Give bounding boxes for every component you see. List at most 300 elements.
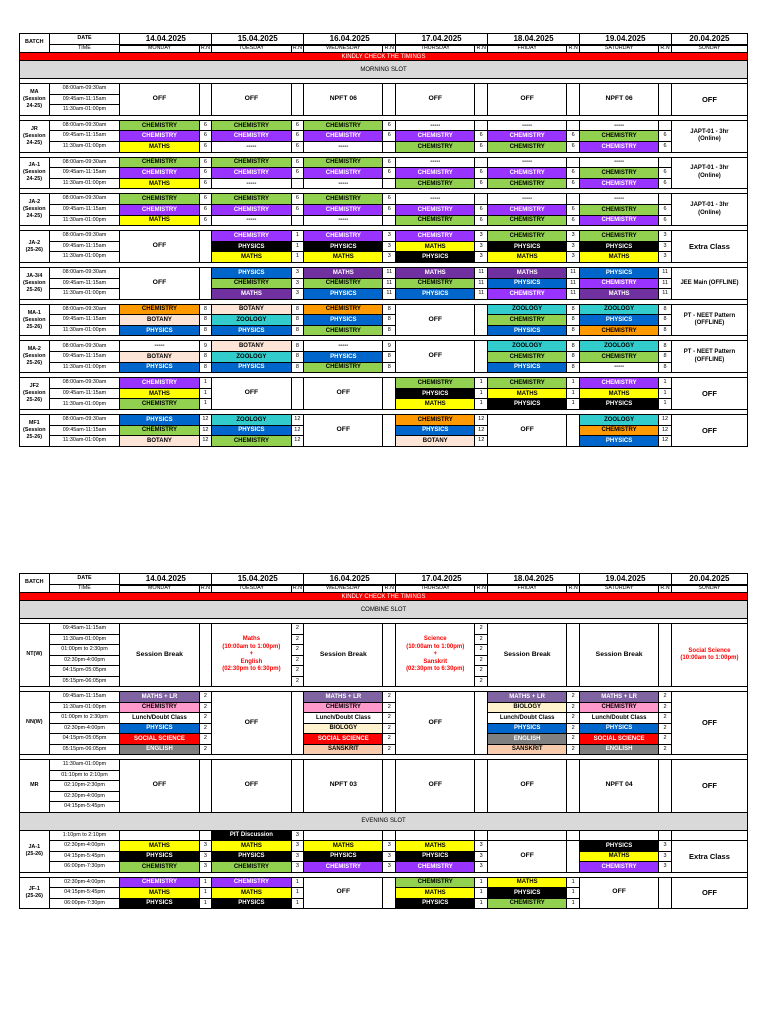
room-number: 1	[291, 252, 304, 263]
subject-cell: PHYSICS	[396, 425, 475, 436]
room-number: 2	[291, 676, 304, 687]
room-number	[567, 624, 580, 687]
room-number: 12	[199, 415, 212, 426]
day-header: SUNDAY	[671, 45, 747, 53]
subject-cell: PHYSICS	[488, 241, 567, 252]
subject-cell: CHEMISTRY	[579, 141, 658, 152]
room-number: 1	[475, 877, 488, 888]
room-number: 2	[659, 734, 672, 745]
subject-cell: CHEMISTRY	[488, 898, 567, 909]
room-number: 2	[567, 734, 580, 745]
day-span-cell: OFF	[488, 841, 567, 873]
batch-name: JF2 (Session 25-26)	[20, 378, 50, 410]
batch-name: MA (Session 24-25)	[20, 84, 50, 116]
room-number	[567, 194, 580, 205]
room-number: 11	[659, 289, 672, 300]
time-slot: 02:30pm-4:00pm	[49, 655, 120, 666]
room-number: 3	[567, 231, 580, 242]
subject-cell: CHEMISTRY	[488, 204, 567, 215]
room-number: 6	[475, 178, 488, 189]
subject-cell: -----	[212, 178, 291, 189]
room-number: 2	[199, 702, 212, 713]
subject-cell: -----	[488, 157, 567, 168]
room-number: 12	[291, 415, 304, 426]
subject-cell: PHYSICS	[120, 325, 199, 336]
room-number: 8	[291, 341, 304, 352]
room-number: 8	[199, 362, 212, 373]
room-number: 2	[475, 634, 488, 645]
subject-cell: CHEMISTRY	[304, 304, 383, 315]
subject-cell: PHYSICS	[488, 399, 567, 410]
subject-cell: PHYSICS	[488, 278, 567, 289]
room-number: 2	[199, 713, 212, 724]
room-number	[659, 84, 672, 116]
room-header: R.N	[200, 585, 211, 592]
subject-cell: MATHS	[120, 215, 199, 226]
room-header: R.N	[476, 45, 486, 52]
subject-cell: CHEMISTRY	[579, 178, 658, 189]
subject-cell: ZOOLOGY	[212, 315, 291, 326]
sunday-cell: JAPT-01 - 3hr (Online)	[671, 194, 747, 226]
subject-cell: PHYSICS	[304, 289, 383, 300]
room-number: 3	[291, 278, 304, 289]
subject-cell: Lunch/Doubt Class	[579, 713, 658, 724]
subject-cell: MATHS	[396, 399, 475, 410]
room-number	[199, 624, 212, 687]
subject-cell: CHEMISTRY	[396, 877, 475, 888]
subject-cell: SOCIAL SCIENCE	[579, 734, 658, 745]
day-span-cell: OFF	[488, 84, 567, 116]
room-number: 6	[383, 204, 396, 215]
room-number: 3	[199, 841, 212, 852]
time-slot: 09:45am-11:15am	[49, 425, 120, 436]
subject-cell: MATHS	[488, 252, 567, 263]
subject-cell: PHYSICS	[579, 315, 658, 326]
subject-cell: SANSKRIT	[488, 744, 567, 755]
room-number: 12	[475, 436, 488, 447]
room-number: 3	[291, 841, 304, 852]
subject-cell: PHYSICS	[212, 267, 291, 278]
subject-cell: PHYSICS	[304, 315, 383, 326]
room-number: 2	[291, 634, 304, 645]
subject-cell: MATHS + LR	[304, 692, 383, 703]
room-number: 6	[291, 168, 304, 179]
room-number: 8	[383, 315, 396, 326]
subject-cell: PHYSICS	[120, 851, 199, 862]
room-number	[291, 692, 304, 755]
room-number	[383, 760, 396, 813]
room-number	[567, 841, 580, 873]
room-number: 1	[199, 399, 212, 410]
room-number: 8	[659, 352, 672, 363]
day-span-cell: OFF	[120, 231, 199, 263]
subject-cell: PHYSICS	[120, 898, 199, 909]
subject-cell: PHYSICS	[212, 325, 291, 336]
subject-cell: MATHS + LR	[120, 692, 199, 703]
room-number: 6	[475, 131, 488, 142]
subject-cell: MATHS	[304, 252, 383, 263]
subject-cell: PHYSICS	[212, 851, 291, 862]
subject-cell: CHEMISTRY	[488, 352, 567, 363]
room-number: 12	[475, 425, 488, 436]
subject-cell: CHEMISTRY	[579, 378, 658, 389]
day-span-cell: Maths (10:00am to 1:00pm) + English (02:30pm to 6:30pm)	[212, 624, 291, 687]
room-number: 8	[659, 304, 672, 315]
room-number	[475, 830, 488, 841]
room-number	[199, 84, 212, 116]
morning-timetable	[19, 33, 748, 447]
room-number: 2	[383, 734, 396, 745]
room-number: 6	[659, 204, 672, 215]
subject-cell: ENGLISH	[120, 744, 199, 755]
subject-cell: -----	[212, 215, 291, 226]
subject-cell: PHYSICS	[396, 898, 475, 909]
room-number: 3	[475, 841, 488, 852]
room-number: 6	[199, 157, 212, 168]
subject-cell: MATHS	[579, 252, 658, 263]
subject-cell: CHEMISTRY	[120, 168, 199, 179]
subject-cell: -----	[488, 120, 567, 131]
sunday-cell: Extra Class	[671, 841, 747, 873]
subject-cell: MATHS	[579, 388, 658, 399]
room-number: 6	[659, 131, 672, 142]
subject-cell: MATHS + LR	[579, 692, 658, 703]
room-number: 8	[291, 315, 304, 326]
room-number: 1	[475, 378, 488, 389]
room-number: 11	[659, 267, 672, 278]
batch-name: JR (Session 24-25)	[20, 120, 50, 152]
subject-cell: ZOOLOGY	[212, 352, 291, 363]
subject-cell: -----	[579, 362, 658, 373]
subject-cell: ZOOLOGY	[579, 304, 658, 315]
subject-cell: CHEMISTRY	[579, 168, 658, 179]
subject-cell: PHYSICS	[212, 362, 291, 373]
batch-name: JA-2 (Session 24-25)	[20, 194, 50, 226]
subject-cell: CHEMISTRY	[488, 215, 567, 226]
time-slot: 1:10pm to 2:10pm	[49, 830, 120, 841]
time-slot: 08:00am-09:30am	[49, 194, 120, 205]
room-number: 2	[383, 702, 396, 713]
subject-cell: CHEMISTRY	[304, 120, 383, 131]
room-number: 8	[567, 315, 580, 326]
day-header: TUESDAY	[212, 585, 291, 593]
subject-cell: CHEMISTRY	[212, 877, 291, 888]
room-number: 12	[659, 436, 672, 447]
room-number	[659, 157, 672, 168]
subject-cell: MATHS	[120, 841, 199, 852]
subject-cell: CHEMISTRY	[396, 231, 475, 242]
time-slot: 09:45am-11:15am	[49, 315, 120, 326]
time-slot: 08:00am-09:30am	[49, 304, 120, 315]
time-slot: 08:00am-09:30am	[49, 267, 120, 278]
day-header: MONDAY	[120, 585, 199, 593]
time-slot: 04:15pm-5:45pm	[49, 851, 120, 862]
subject-cell: -----	[396, 120, 475, 131]
room-number: 1	[567, 877, 580, 888]
room-number	[659, 877, 672, 909]
room-number: 8	[199, 325, 212, 336]
subject-cell: CHEMISTRY	[579, 278, 658, 289]
room-number: 9	[199, 341, 212, 352]
subject-cell: MATHS	[212, 289, 291, 300]
room-number: 3	[291, 851, 304, 862]
room-number	[383, 877, 396, 909]
room-number: 6	[199, 215, 212, 226]
room-number	[383, 830, 396, 841]
subject-cell: CHEMISTRY	[120, 862, 199, 873]
room-header: R.N	[568, 45, 578, 52]
date-header: 15.04.2025	[212, 574, 304, 585]
subject-cell: MATHS	[120, 178, 199, 189]
subject-cell: MATHS	[120, 888, 199, 899]
subject-cell: CHEMISTRY	[304, 325, 383, 336]
room-number: 3	[659, 862, 672, 873]
batch-name: NT(W)	[20, 624, 50, 687]
subject-cell: -----	[304, 178, 383, 189]
time-slot: 01:10pm to 2:10pm	[49, 770, 120, 781]
room-number	[383, 141, 396, 152]
subject-cell: MATHS	[396, 241, 475, 252]
room-number: 2	[199, 744, 212, 755]
room-number: 8	[659, 315, 672, 326]
room-number: 1	[291, 231, 304, 242]
subject-cell: MATHS	[304, 267, 383, 278]
room-number: 11	[567, 278, 580, 289]
room-number: 6	[291, 204, 304, 215]
time-slot: 04:15pm-5:45pm	[49, 888, 120, 899]
room-number: 8	[199, 315, 212, 326]
room-number	[475, 341, 488, 373]
subject-cell: CHEMISTRY	[579, 702, 658, 713]
time-slot: 11:30am-01:00pm	[49, 702, 120, 713]
room-number: 3	[659, 252, 672, 263]
room-number: 12	[659, 415, 672, 426]
time-slot: 06:00pm-7:30pm	[49, 862, 120, 873]
date-header: 16.04.2025	[304, 34, 396, 45]
room-number	[475, 304, 488, 336]
subject-cell: CHEMISTRY	[488, 168, 567, 179]
room-number: 1	[475, 388, 488, 399]
room-number: 8	[659, 362, 672, 373]
subject-cell: CHEMISTRY	[120, 425, 199, 436]
subject-cell: CHEMISTRY	[579, 215, 658, 226]
room-number: 1	[475, 888, 488, 899]
day-span-cell: OFF	[396, 304, 475, 336]
time-slot: 11:30am-01:00pm	[49, 634, 120, 645]
room-number: 1	[567, 898, 580, 909]
date-header: 17.04.2025	[396, 574, 488, 585]
subject-cell: MATHS	[120, 141, 199, 152]
day-span-cell: OFF	[488, 760, 567, 813]
subject-cell: CHEMISTRY	[212, 131, 291, 142]
subject-cell: MATHS	[120, 388, 199, 399]
room-number	[383, 415, 396, 447]
room-number: 2	[567, 692, 580, 703]
room-number	[659, 120, 672, 131]
date-header: 15.04.2025	[212, 34, 304, 45]
subject-cell: BOTANY	[396, 436, 475, 447]
subject-cell: ZOOLOGY	[488, 304, 567, 315]
day-span-cell: OFF	[212, 760, 291, 813]
day-span-cell: Science (10:00am to 1:00pm) + Sanskrit (02:30pm to 6:30pm)	[396, 624, 475, 687]
day-header: WEDNESDAY	[304, 45, 383, 53]
room-number: 11	[383, 267, 396, 278]
room-number: 2	[199, 734, 212, 745]
room-number: 6	[383, 120, 396, 131]
room-number	[475, 120, 488, 131]
room-number: 6	[567, 168, 580, 179]
room-number: 2	[567, 713, 580, 724]
sunday-cell: JEE Main (OFFLINE)	[671, 267, 747, 299]
subject-cell: MATHS	[396, 267, 475, 278]
subject-cell	[396, 830, 475, 841]
day-header: THURSDAY	[396, 585, 475, 593]
day-header: SATURDAY	[579, 585, 658, 593]
time-slot: 11:30am-01:00pm	[49, 399, 120, 410]
subject-cell: CHEMISTRY	[212, 436, 291, 447]
room-number: 3	[475, 862, 488, 873]
time-slot: 09:45am-11:15am	[49, 94, 120, 105]
sunday-cell: Extra Class	[671, 231, 747, 263]
subject-cell: CHEMISTRY	[396, 378, 475, 389]
room-number: 1	[475, 898, 488, 909]
subject-cell: CHEMISTRY	[579, 425, 658, 436]
room-number: 11	[567, 267, 580, 278]
day-span-cell: NPFT 06	[304, 84, 383, 116]
subject-cell: CHEMISTRY	[304, 231, 383, 242]
subject-cell: CHEMISTRY	[579, 131, 658, 142]
subject-cell: PHYSICS	[579, 399, 658, 410]
room-number: 3	[567, 241, 580, 252]
subject-cell: CHEMISTRY	[579, 352, 658, 363]
room-number: 6	[659, 168, 672, 179]
subject-cell: PHYSICS	[304, 851, 383, 862]
day-span-cell: OFF	[304, 415, 383, 447]
subject-cell	[579, 830, 658, 841]
day-span-cell: NPFT 04	[579, 760, 658, 813]
time-slot: 09:45am-11:15am	[49, 168, 120, 179]
subject-cell: CHEMISTRY	[120, 204, 199, 215]
room-number: 3	[291, 862, 304, 873]
day-span-cell: Session Break	[488, 624, 567, 687]
subject-cell: MATHS	[212, 252, 291, 263]
subject-cell: MATHS	[212, 888, 291, 899]
time-slot: 08:00am-09:30am	[49, 231, 120, 242]
subject-cell: CHEMISTRY	[488, 178, 567, 189]
room-number: 6	[383, 168, 396, 179]
room-number: 8	[567, 341, 580, 352]
room-number: 3	[291, 267, 304, 278]
room-header: R.N	[476, 585, 486, 592]
subject-cell: CHEMISTRY	[212, 194, 291, 205]
subject-cell: ZOOLOGY	[488, 341, 567, 352]
empty-cell	[488, 830, 567, 841]
day-span-cell: Session Break	[579, 624, 658, 687]
subject-cell: PHYSICS	[304, 352, 383, 363]
room-number: 6	[383, 157, 396, 168]
subject-cell: MATHS	[488, 267, 567, 278]
room-number: 6	[199, 194, 212, 205]
batch-name: JF-1 (25-26)	[20, 877, 50, 909]
room-number: 2	[199, 692, 212, 703]
room-number	[291, 760, 304, 813]
day-header: MONDAY	[120, 45, 199, 53]
subject-cell: CHEMISTRY	[488, 378, 567, 389]
subject-cell: MATHS + LR	[488, 692, 567, 703]
room-number	[383, 215, 396, 226]
subject-cell: CHEMISTRY	[396, 168, 475, 179]
subject-cell: CHEMISTRY	[120, 194, 199, 205]
batch-name: NN(W)	[20, 692, 50, 755]
time-slot: 11:30am-01:00pm	[49, 141, 120, 152]
date-label: DATE	[49, 574, 120, 585]
subject-cell: PHYSICS	[488, 325, 567, 336]
subject-cell: PHYSICS	[488, 723, 567, 734]
room-number: 12	[199, 425, 212, 436]
slot-title: EVENING SLOT	[20, 812, 748, 830]
subject-cell: CHEMISTRY	[120, 877, 199, 888]
subject-cell: ZOOLOGY	[579, 415, 658, 426]
time-slot: 11:30am-01:00pm	[49, 178, 120, 189]
room-number: 8	[383, 362, 396, 373]
day-span-cell: Session Break	[304, 624, 383, 687]
batch-header: BATCH	[20, 574, 50, 593]
room-number: 3	[659, 851, 672, 862]
subject-cell: CHEMISTRY	[120, 304, 199, 315]
time-slot: 02:30pm-4:00pm	[49, 877, 120, 888]
subject-cell: CHEMISTRY	[579, 231, 658, 242]
room-number: 12	[291, 436, 304, 447]
room-header: R.N	[660, 585, 670, 592]
time-label: TIME	[49, 585, 120, 593]
subject-cell: BIOLOGY	[488, 702, 567, 713]
room-number: 8	[659, 325, 672, 336]
date-header: 18.04.2025	[488, 34, 580, 45]
room-number: 12	[475, 415, 488, 426]
subject-cell: PHYSICS	[579, 723, 658, 734]
subject-cell: PHYSICS	[304, 241, 383, 252]
room-number	[199, 231, 212, 263]
room-number: 1	[291, 888, 304, 899]
room-number: 6	[567, 215, 580, 226]
sunday-cell: OFF	[671, 877, 747, 909]
room-number: 8	[291, 325, 304, 336]
room-number	[199, 760, 212, 813]
room-number	[567, 830, 580, 841]
batch-header: BATCH	[20, 34, 50, 53]
room-header: R.N	[292, 585, 302, 592]
subject-cell: MATHS	[396, 888, 475, 899]
day-header: SUNDAY	[671, 585, 747, 593]
subject-cell: CHEMISTRY	[488, 231, 567, 242]
date-header: 16.04.2025	[304, 574, 396, 585]
sunday-cell: OFF	[671, 692, 747, 755]
day-span-cell: OFF	[396, 692, 475, 755]
subject-cell: CHEMISTRY	[396, 141, 475, 152]
subject-cell: CHEMISTRY	[212, 157, 291, 168]
subject-cell: CHEMISTRY	[120, 120, 199, 131]
room-number: 6	[475, 141, 488, 152]
day-span-cell: OFF	[579, 877, 658, 909]
day-span-cell: OFF	[120, 267, 199, 299]
subject-cell: MATHS	[579, 851, 658, 862]
room-number	[291, 178, 304, 189]
subject-cell: PHYSICS	[212, 898, 291, 909]
day-header: TUESDAY	[212, 45, 291, 53]
subject-cell: CHEMISTRY	[304, 862, 383, 873]
time-slot: 11:30am-01:00pm	[49, 325, 120, 336]
room-number	[199, 267, 212, 299]
